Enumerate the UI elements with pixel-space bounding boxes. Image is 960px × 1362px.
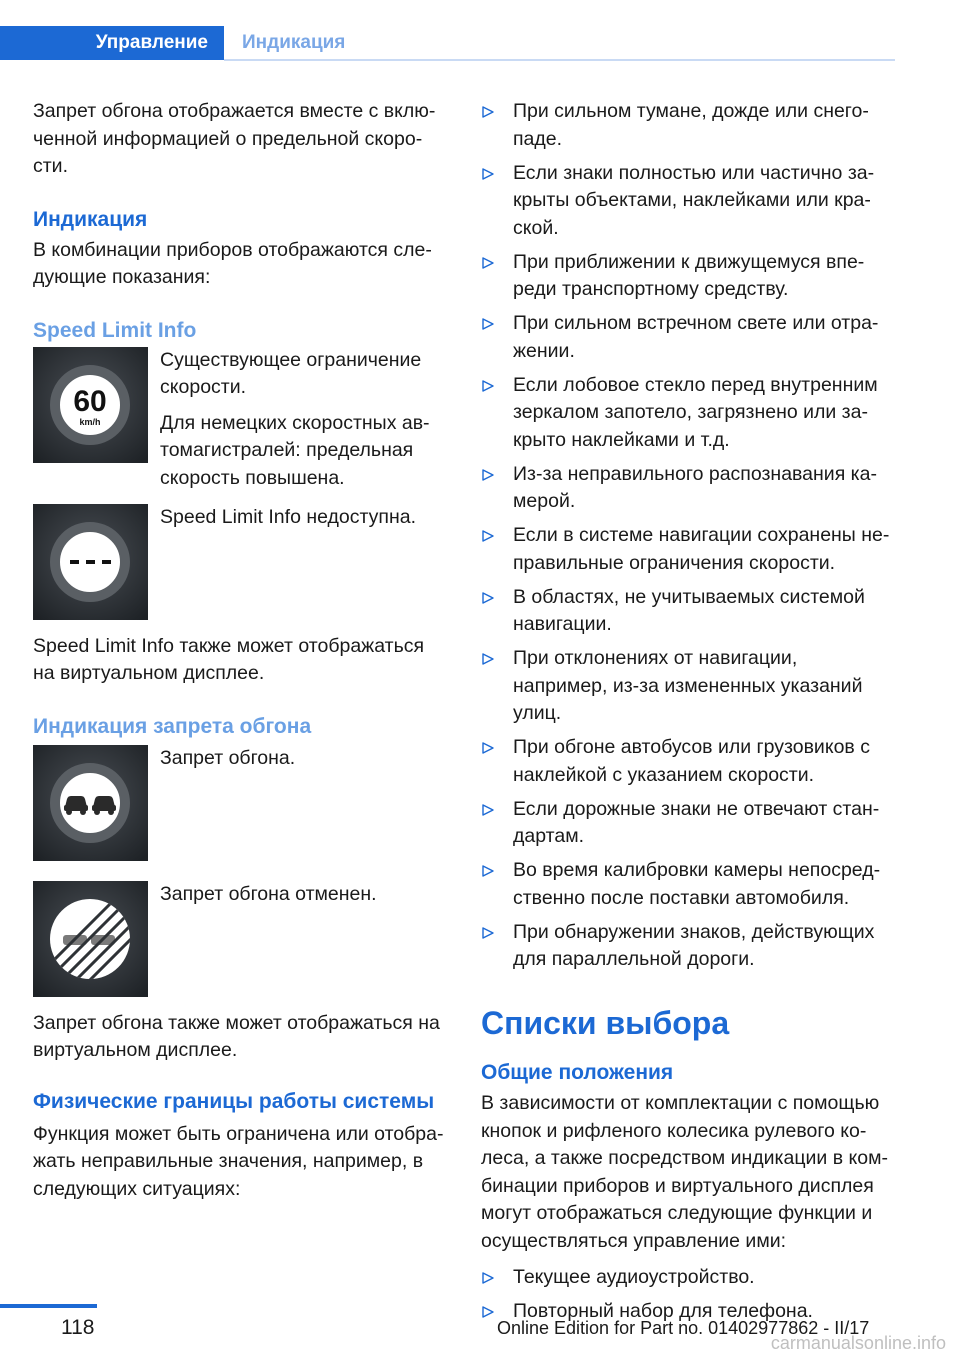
limitation-item-text: В областях, не учитываемых системой навигации. xyxy=(513,585,865,635)
triangle-bullet-icon xyxy=(481,591,495,605)
triangle-bullet-icon xyxy=(481,741,495,755)
right-column xyxy=(481,98,896,1332)
limitation-item-text: При обнаружении знаков, действующих для параллельной дороги. xyxy=(513,920,875,970)
sign-60-number: 60 xyxy=(73,384,107,418)
no-passing-sign-icon xyxy=(33,745,148,861)
no-passing-end-description xyxy=(160,881,450,909)
no-passing-end-sign-icon xyxy=(33,881,148,997)
triangle-bullet-icon xyxy=(481,379,495,393)
function-list xyxy=(481,1264,896,1326)
intro-paragraph: Запрет обгона отображается вместе с вклю-ченной информацией о предельной скоро-сти. xyxy=(33,100,436,177)
indication-heading: Индикация xyxy=(33,207,148,231)
limitation-item xyxy=(481,857,896,912)
limitation-item xyxy=(481,919,896,974)
limitation-item xyxy=(481,796,896,851)
function-item-text: Текущее аудиоустройство. xyxy=(513,1266,755,1288)
system-limits-text: Функция может быть ограничена или отобра-жать неправильные значения, например, в следующих ситуациях: xyxy=(33,1122,444,1200)
speed-limit-info-heading: Speed Limit Info xyxy=(33,318,197,342)
speed-limit-unavailable-sign-icon xyxy=(33,504,148,620)
sign-60-description xyxy=(160,347,450,493)
limitation-item xyxy=(481,98,896,153)
limitation-item xyxy=(481,584,896,639)
triangle-bullet-icon xyxy=(481,256,495,270)
sign-60-unit: km/h xyxy=(79,416,101,427)
triangle-bullet-icon xyxy=(481,803,495,817)
general-text: В зависимости от комплектации с помощью кнопок и рифленого колесика рулевого ко-леса, а также посредством индикации в ком-бинации приборов и виртуального дисплея могут отображаться следующие функции и осуществляться управление ими: xyxy=(481,1092,888,1252)
selection-lists-heading: Списки выбора xyxy=(481,1005,730,1041)
system-limits-heading: Физические границы работы системы xyxy=(33,1089,435,1113)
limitation-list xyxy=(481,98,896,974)
sli-virtual-text: Speed Limit Info также может отображаться на виртуальном дисплее. xyxy=(33,634,425,684)
triangle-bullet-icon xyxy=(481,926,495,940)
sign-unavailable-text: Speed Limit Info недоступна. xyxy=(160,505,416,528)
limitation-item xyxy=(481,461,896,516)
header-tabs xyxy=(0,26,895,62)
limitation-item-text: Если в системе навигации сохранены не-правильные ограничения скорости. xyxy=(513,524,890,574)
tab-section-active[interactable]: Управление xyxy=(0,26,224,60)
tab-section-inactive[interactable]: Индикация xyxy=(242,32,346,53)
left-column xyxy=(33,98,448,1203)
triangle-bullet-icon xyxy=(481,864,495,878)
speed-limit-60-sign-icon xyxy=(33,347,148,463)
limitation-item-text: Из-за неправильного распознавания ка-мерой. xyxy=(513,462,877,512)
function-item xyxy=(481,1264,896,1292)
limitation-item-text: Если лобовое стекло перед внутренним зеркалом запотело, загрязнено или за-крыто наклейками и т.д. xyxy=(513,373,878,451)
watermark: carmanualsonline.info xyxy=(770,1333,946,1353)
triangle-bullet-icon xyxy=(481,105,495,119)
limitation-item xyxy=(481,522,896,577)
sign-60-row xyxy=(33,347,448,489)
no-passing-row xyxy=(33,745,448,861)
no-passing-description xyxy=(160,745,450,773)
sign-60-text-1: Существующее ограничение скорости. xyxy=(160,348,422,398)
limitation-item-text: При обгоне автобусов или грузовиков с наклейкой с указанием скорости. xyxy=(513,736,870,786)
header-divider xyxy=(224,59,895,61)
limitation-item-text: При приближении к движущемуся впе-реди транспортному средству. xyxy=(513,250,865,300)
general-heading: Общие положения xyxy=(481,1061,674,1084)
sign-unavailable-description xyxy=(160,504,450,532)
no-passing-end-text: Запрет обгона отменен. xyxy=(160,882,377,905)
limitation-item-text: Если дорожные знаки не отвечают стан-дартам. xyxy=(513,797,880,847)
no-passing-heading: Индикация запрета обгона xyxy=(33,714,312,738)
page-number: 118 xyxy=(61,1316,95,1339)
limitation-item xyxy=(481,734,896,789)
triangle-bullet-icon xyxy=(481,167,495,181)
triangle-bullet-icon xyxy=(481,1271,495,1285)
limitation-item xyxy=(481,249,896,304)
triangle-bullet-icon xyxy=(481,529,495,543)
limitation-item xyxy=(481,160,896,243)
no-passing-text: Запрет обгона. xyxy=(160,746,296,769)
limitation-item-text: Во время калибровки камеры непосред-ственно после поставки автомобиля. xyxy=(513,859,881,909)
limitation-item-text: При сильном тумане, дожде или снего-паде. xyxy=(513,100,869,150)
sign-60-text-2: Для немецких скоростных ав-томагистралей: предельная скорость повышена. xyxy=(160,411,430,489)
limitation-item-text: При отклонениях от навигации, например, из-за измененных указаний улиц. xyxy=(513,647,863,724)
footer-line xyxy=(0,1304,97,1308)
triangle-bullet-icon xyxy=(481,317,495,331)
sign-unavailable-row xyxy=(33,504,448,620)
function-item-text: Повторный набор для телефона. xyxy=(513,1300,813,1322)
limitation-item xyxy=(481,372,896,455)
triangle-bullet-icon xyxy=(481,1305,495,1319)
limitation-item xyxy=(481,645,896,728)
triangle-bullet-icon xyxy=(481,652,495,666)
limitation-item xyxy=(481,310,896,365)
no-passing-end-row xyxy=(33,881,448,997)
indication-text: В комбинации приборов отображаются сле-дующие показания: xyxy=(33,238,432,288)
triangle-bullet-icon xyxy=(481,468,495,482)
limitation-item-text: Если знаки полностью или частично за-крыты объектами, наклейками или кра-ской. xyxy=(513,161,875,239)
edition-info: Online Edition for Part no. 01402977862 - II/17 xyxy=(497,1318,870,1338)
no-passing-virtual-text: Запрет обгона также может отображаться на виртуальном дисплее. xyxy=(33,1011,440,1061)
limitation-item-text: При сильном встречном свете или отра-жении. xyxy=(513,312,879,362)
